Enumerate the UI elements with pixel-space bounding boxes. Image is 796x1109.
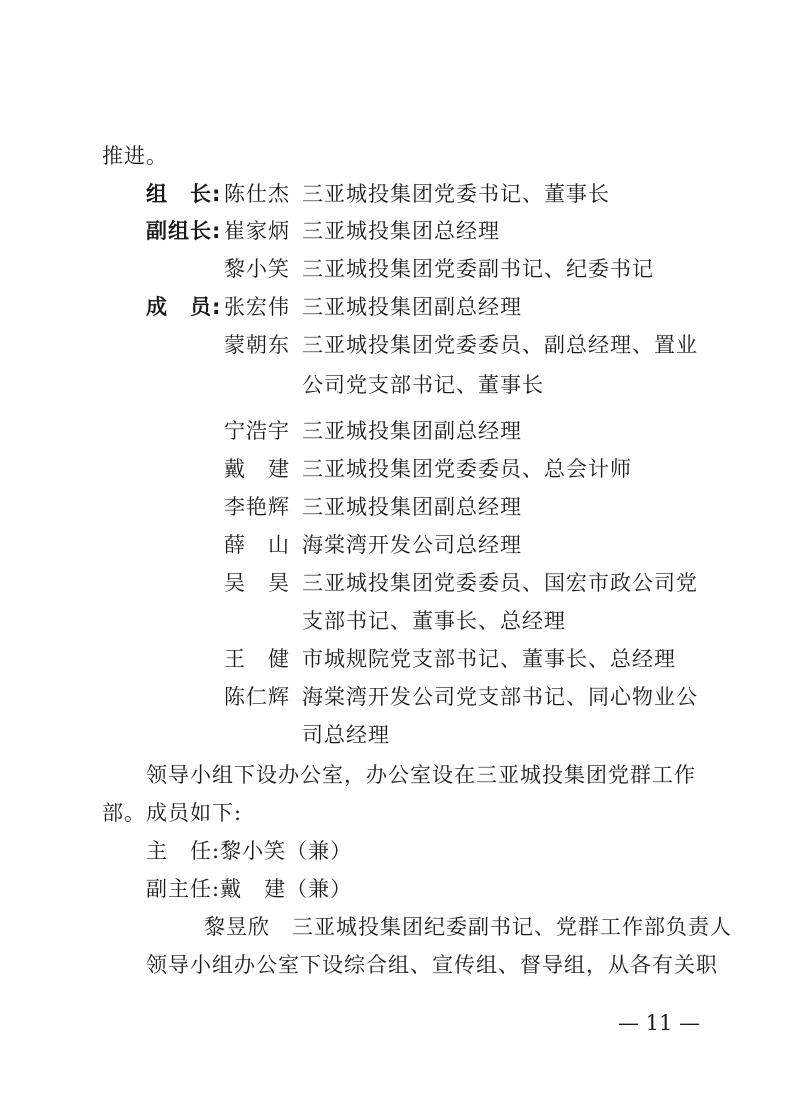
- member-name: 陈仁辉: [224, 685, 290, 709]
- page-number: — 11 —: [618, 1011, 701, 1035]
- member-title: 海棠湾开发公司总经理: [302, 533, 522, 557]
- member-title-continuation: 司总经理: [302, 723, 390, 747]
- deputy-role-label: 副组长:: [146, 219, 222, 243]
- member-row: [224, 456, 632, 482]
- member-title: 三亚城投集团党委委员、总会计师: [302, 457, 632, 481]
- leader-role-label: 组 长:: [146, 182, 222, 206]
- deputy-name: 崔家炳: [224, 219, 290, 243]
- office-deputy-director: 副主任:戴 建（兼）: [146, 877, 353, 901]
- member-title: 三亚城投集团党委委员、副总经理、置业: [302, 333, 698, 357]
- member-name: 王 健: [224, 647, 290, 671]
- member-row: [224, 684, 698, 710]
- leader-row: [146, 181, 610, 207]
- member-row: [224, 418, 522, 444]
- member-row: [224, 332, 698, 358]
- deputy-title: 三亚城投集团总经理: [302, 219, 500, 243]
- deputy-row: [224, 256, 654, 282]
- member-title-continuation: 公司党支部书记、董事长: [302, 373, 544, 397]
- member-name: 蒙朝东: [224, 333, 290, 357]
- office-paragraph: 领导小组办公室下设综合组、宣传组、督导组，从各有关职: [146, 953, 718, 977]
- member-row: [224, 570, 698, 596]
- member-name: 李艳辉: [224, 495, 290, 519]
- leader-title: 三亚城投集团党委书记、董事长: [302, 182, 610, 206]
- member-title: 三亚城投集团副总经理: [302, 295, 522, 319]
- member-row: [224, 646, 676, 672]
- deputy-row: [146, 218, 500, 244]
- office-extra-member: 黎昱欣 三亚城投集团纪委副书记、党群工作部负责人: [204, 915, 732, 939]
- intro-tail: 推进。: [102, 144, 168, 168]
- deputy-name: 黎小笑: [224, 257, 290, 281]
- member-title: 海棠湾开发公司党支部书记、同心物业公: [302, 685, 698, 709]
- office-director: 主 任:黎小笑（兼）: [146, 839, 353, 863]
- office-paragraph-continuation: 部。成员如下:: [102, 801, 243, 825]
- office-paragraph: 领导小组下设办公室，办公室设在三亚城投集团党群工作: [146, 763, 696, 787]
- member-title: 市城规院党支部书记、董事长、总经理: [302, 647, 676, 671]
- member-name: 吴 昊: [224, 571, 290, 595]
- member-title: 三亚城投集团副总经理: [302, 495, 522, 519]
- member-name: 薛 山: [224, 533, 290, 557]
- deputy-title: 三亚城投集团党委副书记、纪委书记: [302, 257, 654, 281]
- member-title: 三亚城投集团党委委员、国宏市政公司党: [302, 571, 698, 595]
- member-title: 三亚城投集团副总经理: [302, 419, 522, 443]
- member-title-continuation: 支部书记、董事长、总经理: [302, 609, 566, 633]
- member-row: [146, 294, 522, 320]
- member-role-label: 成 员:: [146, 295, 222, 319]
- member-row: [224, 494, 522, 520]
- member-name: 宁浩宇: [224, 419, 290, 443]
- leader-name: 陈仕杰: [224, 182, 290, 206]
- member-row: [224, 532, 522, 558]
- member-name: 张宏伟: [224, 295, 290, 319]
- member-name: 戴 建: [224, 457, 290, 481]
